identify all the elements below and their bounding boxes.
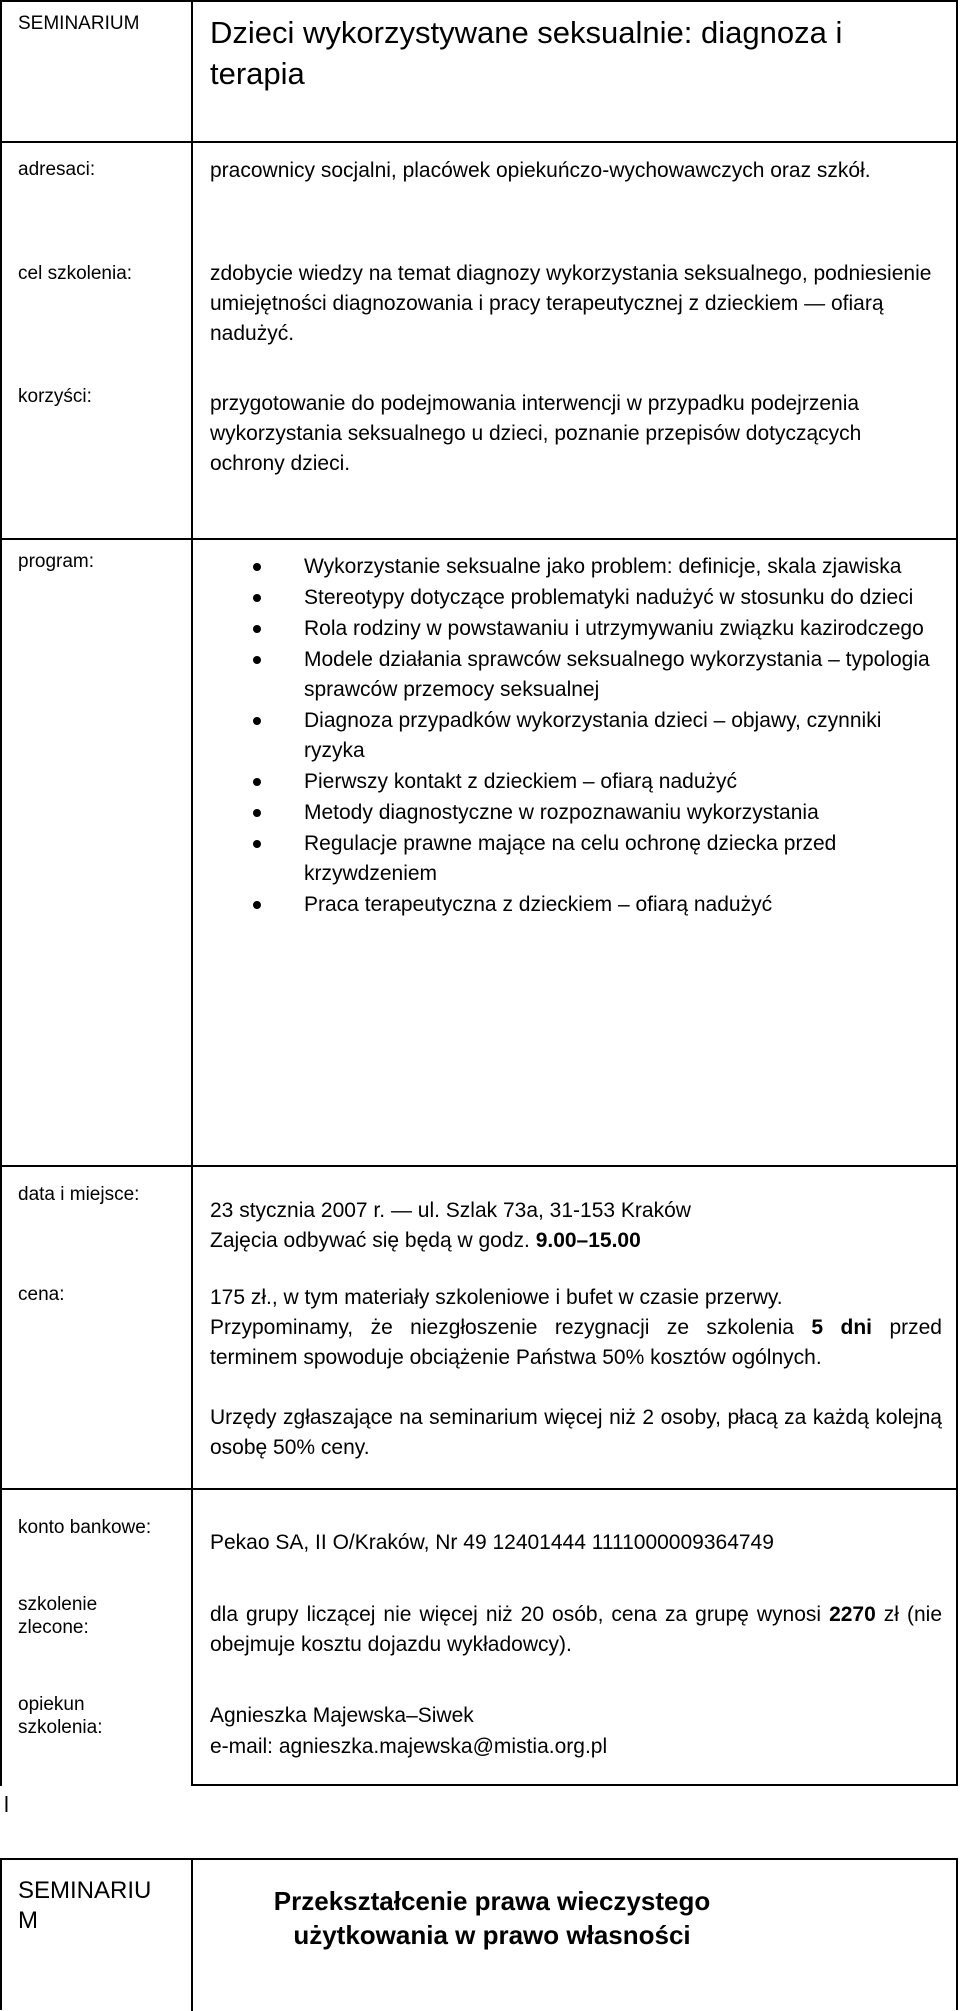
program-label: program:: [18, 551, 95, 572]
program-list: [210, 552, 930, 921]
cel-text: zdobycie wiedzy na temat diagnozy wykorzystania seksualnego, podniesienie umiejętności diagnozowania i pracy terapeutycznej z dzieckiem — ofiarą nadużyć.: [210, 262, 932, 345]
bullet-icon: [253, 778, 261, 786]
list-item: Wykorzystanie seksualne jako problem: definicje, skala zjawiska: [210, 552, 930, 582]
opiekun-email: e-mail: agnieszka.majewska@mistia.org.pl: [210, 1735, 608, 1758]
data-miejsce-label: data i miejsce:: [18, 1184, 140, 1205]
cena-label: cena:: [18, 1284, 65, 1305]
data-miejsce-line2: Zajęcia odbywać się będą w godz. 9.00–15.00: [210, 1229, 641, 1252]
data-miejsce-line1: 23 stycznia 2007 r. — ul. Szlak 73a, 31-153 Kraków: [210, 1199, 691, 1222]
opiekun-name: Agnieszka Majewska–Siwek: [210, 1704, 474, 1727]
bullet-icon: [253, 901, 261, 909]
konto-text: Pekao SA, II O/Kraków, Nr 49 12401444 1111000009364749: [210, 1531, 774, 1554]
korzysci-label: korzyści:: [18, 386, 92, 407]
adresaci-text: pracownicy socjalni, placówek opiekuńczo-wychowawczych oraz szkół.: [210, 159, 871, 182]
adresaci-label: adresaci:: [18, 159, 96, 180]
table-bottom-border: [192, 1784, 958, 1786]
divider-after-program: [0, 1165, 958, 1167]
zlecone-label: szkolenie zlecone:: [18, 1594, 98, 1638]
list-item: Praca terapeutyczna z dzieckiem – ofiarą nadużyć: [210, 890, 930, 920]
next-seminar-title: Przekształcenie prawa wieczystego użytkowania w prawo własności: [273, 1886, 711, 1950]
cena-offices: Urzędy zgłaszające na seminarium więcej niż 2 osoby, płacą za każdą kolejną osobę 50% ceny.: [210, 1406, 942, 1459]
divider-after-korzysci: [0, 538, 958, 540]
list-item: Pierwszy kontakt z dzieckiem – ofiarą nadużyć: [210, 767, 930, 797]
opiekun-label: opiekun szkolenia:: [18, 1694, 103, 1738]
table-column-divider: [191, 0, 193, 1786]
korzysci-text: przygotowanie do podejmowania interwencji w przypadku podejrzenia wykorzystania seksualnego u dzieci, poznanie przepisów dotyczących ochrony dzieci.: [210, 392, 862, 475]
table-left-border: [0, 0, 2, 1786]
cel-label: cel szkolenia:: [18, 263, 133, 284]
bullet-icon: [253, 563, 261, 571]
seminar-label: SEMINARIUM: [18, 13, 140, 34]
table-top-border: [0, 0, 958, 2]
bullet-icon: [253, 809, 261, 817]
next-seminar-divider: [191, 1858, 193, 2011]
divider-after-cena: [0, 1488, 958, 1490]
bullet-icon: [253, 625, 261, 633]
bullet-icon: [253, 840, 261, 848]
bullet-icon: [253, 656, 261, 664]
stray-mark: l: [4, 1792, 9, 1817]
hours-value: 9.00–15.00: [535, 1229, 641, 1252]
list-item: Rola rodziny w powstawaniu i utrzymywaniu związku kazirodczego: [210, 614, 930, 644]
list-item: Stereotypy dotyczące problematyki nadużyć w stosunku do dzieci: [210, 583, 930, 613]
bullet-icon: [253, 594, 261, 602]
bullet-icon: [253, 717, 261, 725]
list-item: Regulacje prawne mające na celu ochronę dziecka przed krzywdzeniem: [210, 829, 930, 889]
list-item: Diagnoza przypadków wykorzystania dzieci – objawy, czynniki ryzyka: [210, 706, 930, 766]
list-item: Metody diagnostyczne w rozpoznawaniu wykorzystania: [210, 798, 930, 828]
page-title: Dzieci wykorzystywane seksualnie: diagnoza i terapia: [210, 15, 843, 91]
cena-line1: 175 zł., w tym materiały szkoleniowe i bufet w czasie przerwy.: [210, 1286, 783, 1309]
list-item: Modele działania sprawców seksualnego wykorzystania – typologia sprawców przemocy seksualnej: [210, 645, 930, 705]
zlecone-text: dla grupy liczącej nie więcej niż 20 osób, cena za grupę wynosi 2270 zł (nie obejmuje kosztu dojazdu wykładowcy).: [210, 1603, 942, 1656]
table-right-border: [956, 0, 958, 1786]
next-seminar-label: SEMINARIUM: [18, 1877, 152, 1934]
konto-label: konto bankowe:: [18, 1517, 152, 1538]
divider-after-header: [0, 141, 958, 143]
cena-reminder: Przypominamy, że niezgłoszenie rezygnacji ze szkolenia 5 dni przed terminem spowoduje obciążenie Państwa 50% kosztów ogólnych.: [210, 1316, 942, 1369]
